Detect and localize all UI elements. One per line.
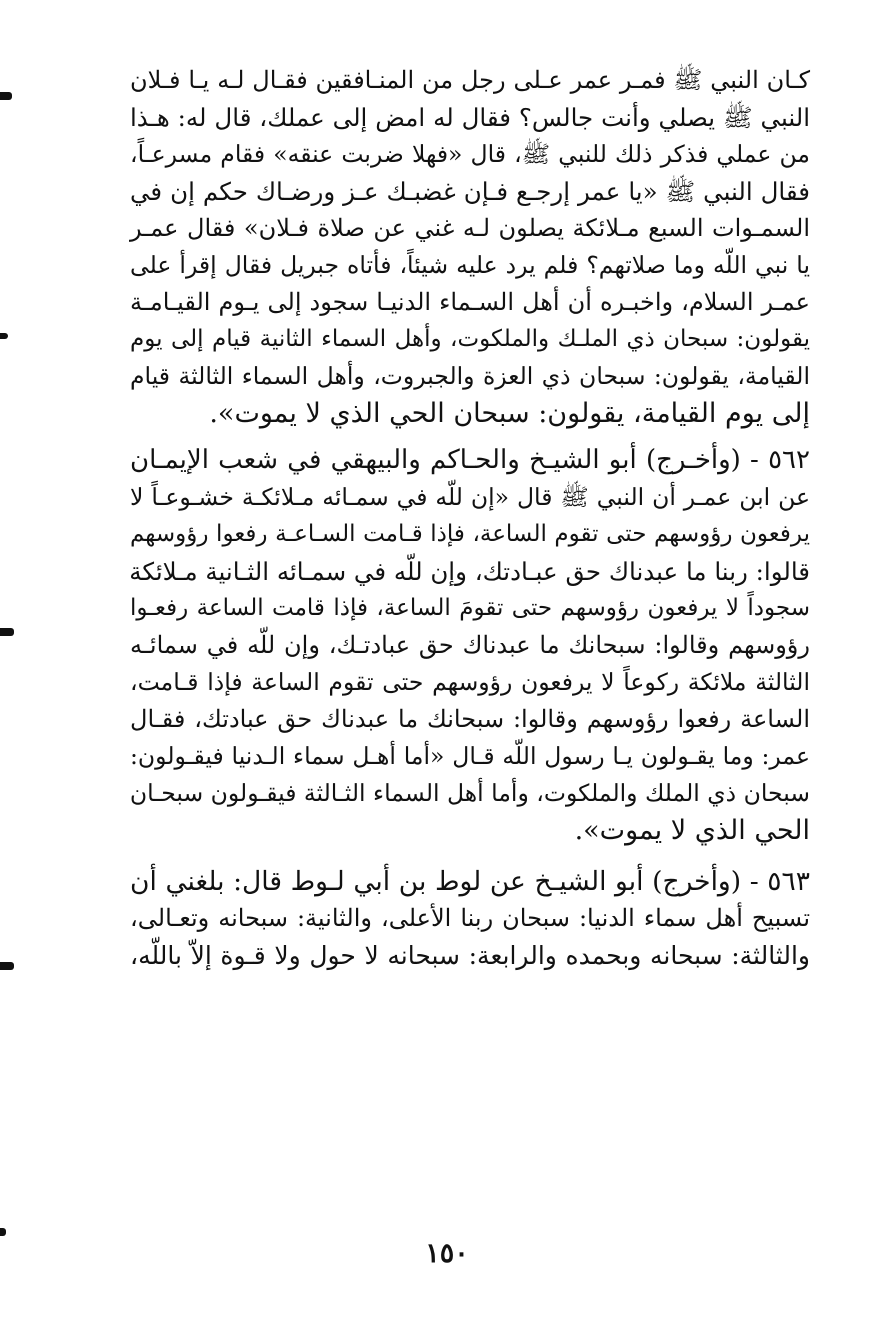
text-line: ٥٦٣ - (وأخرج) أبو الشيـخ عن لوط بن أبي لـوط قال: بلغني أن <box>130 866 810 897</box>
text-line: سبحان ذي الملك والملكوت، وأما أهل السماء الثـالثة فيقـولون سبحـان <box>129 779 810 807</box>
text-line: عن ابن عمـر أن النبي ﷺ قال «إن للّه في سمـائه مـلائكـة خشـوعـاً لا <box>130 483 810 511</box>
paragraph-1 <box>130 62 810 432</box>
text-line: عمر: وما يقـولون يـا رسول اللّه قـال «أما أهـل سماء الـدنيا فيقـولون: <box>130 742 810 770</box>
text-line: السمـوات السبع مـلائكة يصلون لـه غني عن صلاة فـلان» فقال عمـر <box>130 214 810 242</box>
paragraph-gap <box>130 432 810 442</box>
text-line: يرفعون رؤوسهم حتى تقوم الساعة، فإذا قـامت السـاعـة رفعوا رؤوسهم <box>130 521 810 547</box>
margin-mark-3 <box>0 628 14 636</box>
text-line: النبي ﷺ يصلي وأنت جالس؟ فقال له امض إلى عملك، قال له: هـذا <box>130 103 810 132</box>
page-number: ١٥٠ <box>425 1238 469 1269</box>
paragraph-gap <box>130 849 810 863</box>
text-line: الثالثة ملائكة ركوعاً لا يرفعون رؤوسهم حتى تقوم الساعة فإذا قـامت، <box>130 668 810 696</box>
text-line: قالوا: ربنا ما عبدناك حق عبـادتك، وإن للّه في سمـائه الثـانية مـلائكة <box>129 557 810 586</box>
text-line: إلى يوم القيامة، يقولون: سبحان الحي الذي لا يموت». <box>209 398 810 429</box>
text-line: فقال النبي ﷺ «يا عمر إرجـع فـإن غضبـك عـز ورضـاك حكم إن في <box>130 177 810 206</box>
text-line: يا نبي اللّه وما صلاتهم؟ فلم يرد عليه شيئاً، فأتاه جبريل فقال إقرأ على <box>130 251 810 279</box>
margin-mark-1 <box>0 92 12 100</box>
margin-mark-2 <box>0 333 8 339</box>
page-body <box>130 62 810 974</box>
text-line: الحي الذي لا يموت». <box>574 815 810 846</box>
text-line: رؤوسهم وقالوا: سبحانك ما عبدناك حق عبادتـك، وإن للّه في سمائـه <box>130 631 810 659</box>
text-line: سجوداً لا يرفعون رؤوسهم حتى تقومَ الساعة، فإذا قامت الساعة رفعـوا <box>130 595 810 621</box>
text-line: ٥٦٢ - (وأخـرج) أبو الشيـخ والحـاكم والبيهقي في شعب الإيمـان <box>130 445 810 475</box>
text-line: عمـر السلام، واخبـره أن أهل السـماء الدنيـا سجود إلى يـوم القيـامـة <box>130 288 811 316</box>
text-line: الساعة رفعوا رؤوسهم وقالوا: سبحانك ما عبدناك حق عبادتك، فقـال <box>130 705 810 733</box>
text-line: من عملي فذكر ذلك للنبي ﷺ، قال «فهلا ضربت عنقه» فقام مسرعـاً، <box>130 140 810 168</box>
text-line: والثالثة: سبحانه وبحمده والرابعة: سبحانه لا حول ولا قـوة إلاّ باللّه، <box>130 941 810 970</box>
margin-mark-5 <box>0 1228 6 1236</box>
text-line: كـان النبي ﷺ فمـر عمر عـلى رجل من المنـافقين فقـال لـه يـا فـلان <box>130 66 810 94</box>
text-line: تسبيح أهل سماء الدنيا: سبحان ربنا الأعلى، والثانية: سبحانه وتعـالى، <box>130 904 810 932</box>
text-line: القيامة، يقولون: سبحان ذي العزة والجبروت، وأهل السماء الثالثة قيام <box>130 362 810 390</box>
margin-mark-4 <box>0 962 14 970</box>
paragraph-562 <box>130 442 810 849</box>
text-line: يقولون: سبحان ذي الملـك والملكوت، وأهل السماء الثانية قيام إلى يوم <box>130 326 810 352</box>
paragraph-563 <box>130 863 810 974</box>
